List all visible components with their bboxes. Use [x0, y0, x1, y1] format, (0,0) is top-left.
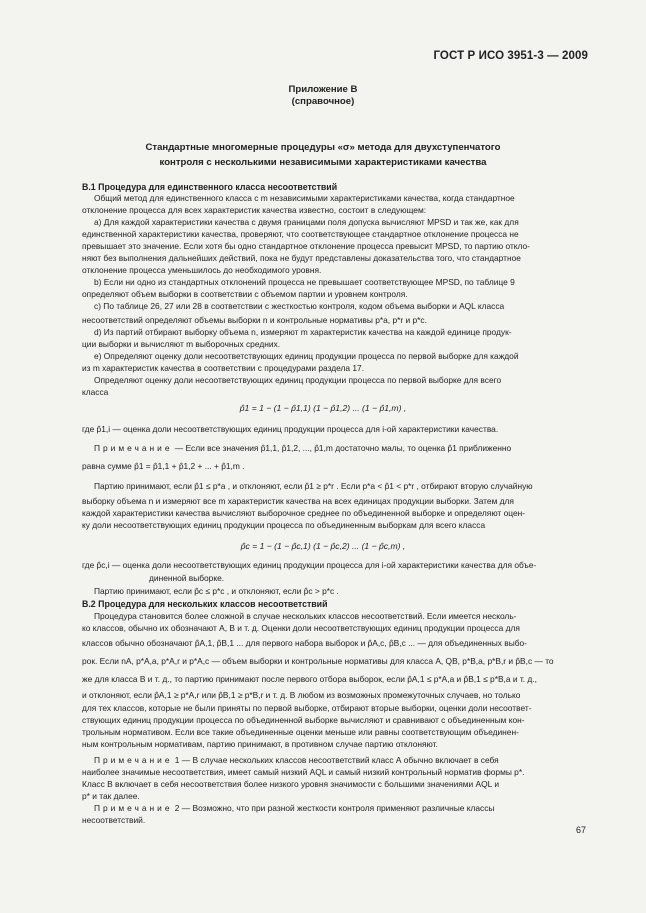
paragraph-line: ку доли несоответствующих единиц продукции процесса по объединенным выборкам для всего класса	[82, 520, 486, 530]
note-label: Примечание	[94, 443, 173, 453]
paragraph-line: Общий метод для единственного класса с m независимыми характеристиками качества, когда стандартное	[94, 193, 515, 203]
note-2-2	[94, 803, 588, 814]
paragraph-line: несоответствий определяют объемы выборки n и контрольные нормативы p*a, p*r и p*c.	[82, 315, 427, 325]
paragraph-line: из m характеристик качества в соответствии с процедурами раздела 17.	[82, 363, 365, 373]
paragraph-line: d) Из партий отбирают выборку объема n, измеряют m характеристик качества на каждой единице продук-	[94, 327, 512, 337]
note-line: несоответствий.	[82, 815, 146, 825]
note-1-continued: равна сумме p̂1 = p̂1,1 + p̂1,2 + ... + p̂1,m .	[82, 461, 245, 471]
paragraph-line: превышает это значение. Если хотя бы одно стандартное отклонение процесса превысит MPSD, то партию откло-	[82, 241, 530, 251]
where-clause-2-continued: диненной выборке.	[149, 573, 225, 583]
section-2-title: В.2 Процедура для нескольких классов несоответствий	[82, 599, 328, 609]
where-clause-2: где p̂c,i — оценка доли несоответствующих единиц продукции процесса для i-ой характеристики качества для объе-	[82, 560, 537, 570]
paragraph-line: Процедура становится более сложной в случае нескольких классов несоответствий. Если имеется несколь-	[94, 611, 517, 621]
note-text: 2 — Возможно, что при разной жесткости контроля применяют различные классы	[172, 803, 495, 813]
note-line: Класс В включает в себя несоответствия более низкого уровня значимости с большими значениями AQL и	[82, 779, 500, 789]
paragraph-line: отклонение процесса уменьшилось до необходимого уровня.	[82, 265, 322, 275]
heading-line-2: контроля с несколькими независимыми характеристиками качества	[159, 157, 487, 168]
paragraph-line: рок. Если nA, p*A,a, p*A,r и p*A,c — объем выборки и контрольные нормативы для класса А, QB, p*B,a, p*B,r и p̂B,c — то	[82, 656, 554, 666]
note-2-1	[94, 755, 588, 766]
paragraph-line: с) По таблице 26, 27 или 28 в соответствии с жесткостью контроля, кодом объема выборки и AQL класса	[94, 301, 505, 311]
paragraph-line: класса	[82, 387, 109, 397]
paragraph-line: единственной характеристики качества, проверяют, что соответствующее стандартное отклонение процесса не	[82, 229, 519, 239]
note-text: 1 — В случае нескольких классов несоответствий класс А обычно включает в себя	[172, 755, 499, 765]
paragraph-line: же для класса В и т. д., то партию принимают после первого отбора выборок, если p̂A,1 ≤ p*A,a и p̂B,1 ≤ p*B,a и т. д.,	[82, 674, 537, 684]
section-1-title: В.1 Процедура для единственного класса несоответствий	[82, 182, 338, 192]
paragraph-line: b) Если ни одно из стандартных отклонений процесса не превышает соответствующее MPSD, по таблице 9	[94, 277, 515, 287]
paragraph-line: ко классов, обычно их обозначают А, В и т. д. Оценки доли несоответствующих единиц продукции процесса для	[82, 623, 520, 633]
paragraph-line: трольным нормативом. Если все такие объединенные оценки меньше или равны соответствующим объединен-	[82, 727, 519, 737]
paragraph-line: ции выборки и вычисляют m выборочных средних.	[82, 339, 281, 349]
page-number: 67	[575, 825, 586, 835]
paragraph-line: определяют объем выборки в соответствии с объемом партии и уровнем контроля.	[82, 289, 408, 299]
note-text: — Если все значения p̂1,1, p̂1,2, ..., p̂1,m достаточно малы, то оценка p̂1 приближенно	[172, 443, 512, 453]
formula-p1: p̂1 = 1 − (1 − p̂1,1) (1 − p̂1,2) ... (1 − p̂1,m) ,	[239, 403, 407, 413]
paragraph-line: для тех классов, которые не были приняты по первой выборке, отбирают вторые выборки, оценки доли несоответ-	[82, 703, 532, 713]
where-clause: где p̂1,i — оценка доли несоответствующих единиц продукции процесса для i-ой характеристики качества.	[82, 424, 499, 434]
note-1	[94, 443, 588, 454]
paragraph-line: Партию принимают, если p̂1 ≤ p*a , и отклоняют, если p̂1 ≥ p*r . Если p*a < p̂1 < p*r , отбирают вторую случайную	[94, 481, 533, 491]
note-line: p* и так далее.	[82, 791, 140, 801]
paragraph-line: каждой характеристики качества вычисляют выборочное среднее по объединенной выборке и определяют оцен-	[82, 508, 526, 518]
note-label: Примечание	[94, 803, 173, 813]
paragraph-line: и отклоняют, если p̂A,1 ≥ p*A,r или p̂B,1 ≥ p*B,r и т. д. В любом из возможных промежуточных случаев, но только	[82, 690, 521, 700]
annex-title: Приложение В	[288, 84, 358, 95]
paragraph-line: а) Для каждой характеристики качества с двумя границами поля допуска вычисляют MPSD и так же, как для	[94, 217, 519, 227]
formula-pc: p̂c = 1 − (1 − p̂c,1) (1 − p̂c,2) ... (1 − p̂c,m) ,	[240, 541, 406, 551]
acceptance-rule: Партию принимают, если p̂c ≤ p*c , и отклоняют, если p̂c > p*c .	[94, 586, 339, 596]
note-label: Примечание	[94, 755, 173, 765]
standard-header: ГОСТ Р ИСО 3951-3 — 2009	[433, 50, 588, 62]
paragraph-line: Определяют оценку доли несоответствующих единиц продукции процесса по первой выборке для всего	[94, 375, 502, 385]
paragraph-line: выборку объема n и измеряют все m характеристик качества на всех единицах продукции выборки. Затем для	[82, 496, 514, 506]
note-line: наиболее значимые несоответствия, имеет самый низкий AQL и самый низкий контрольный норматив формы p*.	[82, 767, 525, 777]
paragraph-line: ным контрольным нормативам, партию принимают, в противном случае партию отклоняют.	[82, 739, 438, 749]
paragraph-line: отклонение процесса для всех характеристик качества известно, состоит в следующем:	[82, 205, 427, 215]
heading-line-1: Стандартные многомерные процедуры «σ» метода для двухступенчатого	[145, 142, 501, 153]
annex-status: (справочное)	[291, 96, 355, 107]
paragraph-line: няют без выполнения дальнейших действий, пока не будут представлены доказательства того, что стандартное	[82, 253, 521, 263]
paragraph-line: ствующих единиц продукции процесса по объединенной выборке вычисляют и сравнивают с объединенным кон-	[82, 715, 525, 725]
paragraph-line: е) Определяют оценку доли несоответствующих единиц продукции процесса по первой выборке для каждой	[94, 351, 519, 361]
paragraph-line: классов обычно обозначают p̂A,1, p̂B,1 ... для первого набора выборок и p̂A,c, p̂B,c ... — для объединенных выбо-	[82, 638, 527, 648]
